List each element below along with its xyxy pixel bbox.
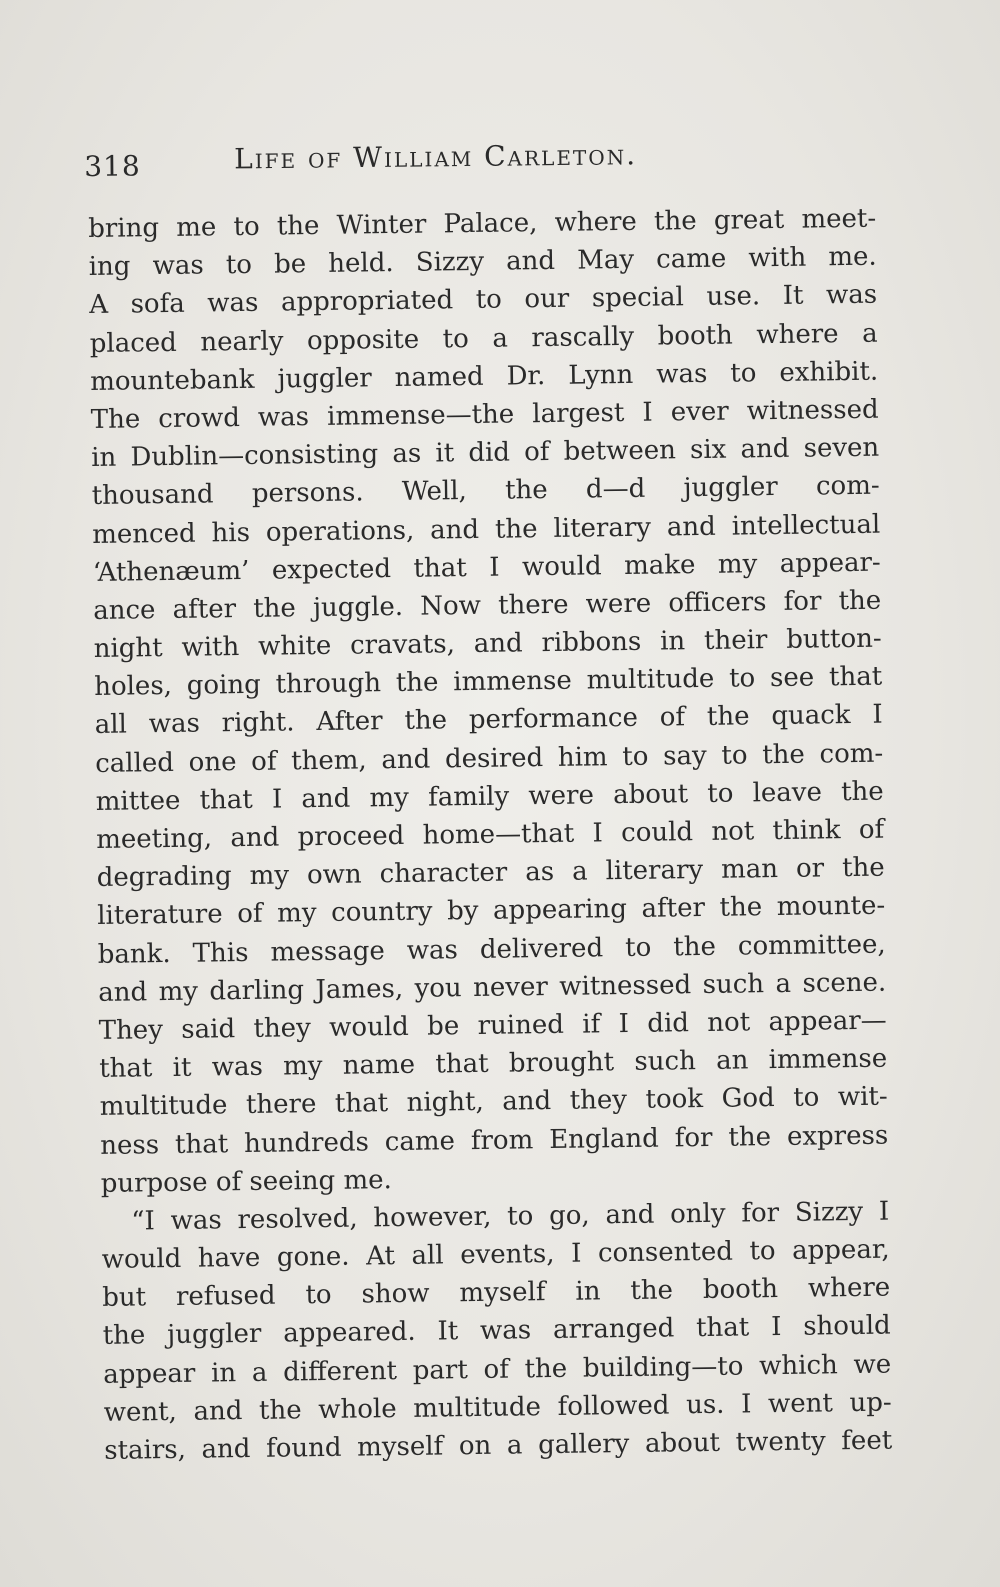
text-line: all was right. After the performance of the quack I [94,700,883,741]
text-line: multitude there that night, and they took God to wit- [99,1081,888,1123]
text-line: appear in a different part of the building—to which we [103,1349,892,1390]
text-line: placed nearly opposite to a rascally booth where a [89,318,878,359]
body-text [88,200,892,1470]
text-line: literature of my country by appearing after the mounte- [97,891,886,932]
text-line: purpose of seeing me. [100,1164,392,1199]
text-line: ‘Athenæum’ expected that I would make my appear- [92,547,881,588]
text-line: thousand persons. Well, the d—d juggler com- [91,470,880,512]
text-line: in Dublin—consisting as it did of between six and seven [91,432,880,474]
text-line: holes, going through the immense multitude to see that [94,661,883,703]
text-line: degrading my own character as a literary man or the [96,852,885,894]
text-line: ness that hundreds came from England for the express [100,1120,889,1161]
text-line: A sofa was appropriated to our special use. It was [89,280,878,321]
text-line: would have gone. At all events, I consented to appear, [101,1234,890,1275]
text-line: “I was resolved, however, to go, and only for Sizzy I [131,1196,890,1237]
text-line: They said they would be ruined if I did not appear— [98,1005,887,1046]
text-line: bring me to the Winter Palace, where the great meet- [88,203,877,244]
text-line: menced his operations, and the literary and intellectual [92,509,881,550]
text-line: went, and the whole multitude followed us. I went up- [103,1387,892,1428]
text-line: and my darling James, you never witnessed such a scene. [98,967,887,1008]
text-line: meeting, and proceed home—that I could not think of [96,814,885,855]
text-line: ing was to be held. Sizzy and May came with me. [88,241,877,283]
text-line: The crowd was immense—the largest I ever witnessed [90,394,879,435]
text-line: called one of them, and desired him to say to the com- [95,738,884,779]
text-line: bank. This message was delivered to the committee, [97,929,886,970]
text-line: mittee that I and my family were about to leave the [95,776,884,817]
text-line: stairs, and found myself on a gallery about twenty feet [104,1425,893,1466]
running-title: Life of William Carleton. [233,138,638,176]
paragraph-2 [101,1192,892,1470]
text-line: the juggler appeared. It was arranged that I should [102,1311,891,1352]
text-line: but refused to show myself in the booth where [102,1272,891,1314]
running-head [84,136,884,184]
page-number: 318 [84,149,141,183]
text-line: mountebank juggler named Dr. Lynn was to exhibit. [90,356,879,397]
text-line: that it was my name that brought such an immense [99,1043,888,1085]
text-line: night with white cravats, and ribbons in their button- [93,623,882,665]
text-line: ance after the juggle. Now there were officers for the [93,585,882,626]
paragraph-1 [88,200,889,1203]
